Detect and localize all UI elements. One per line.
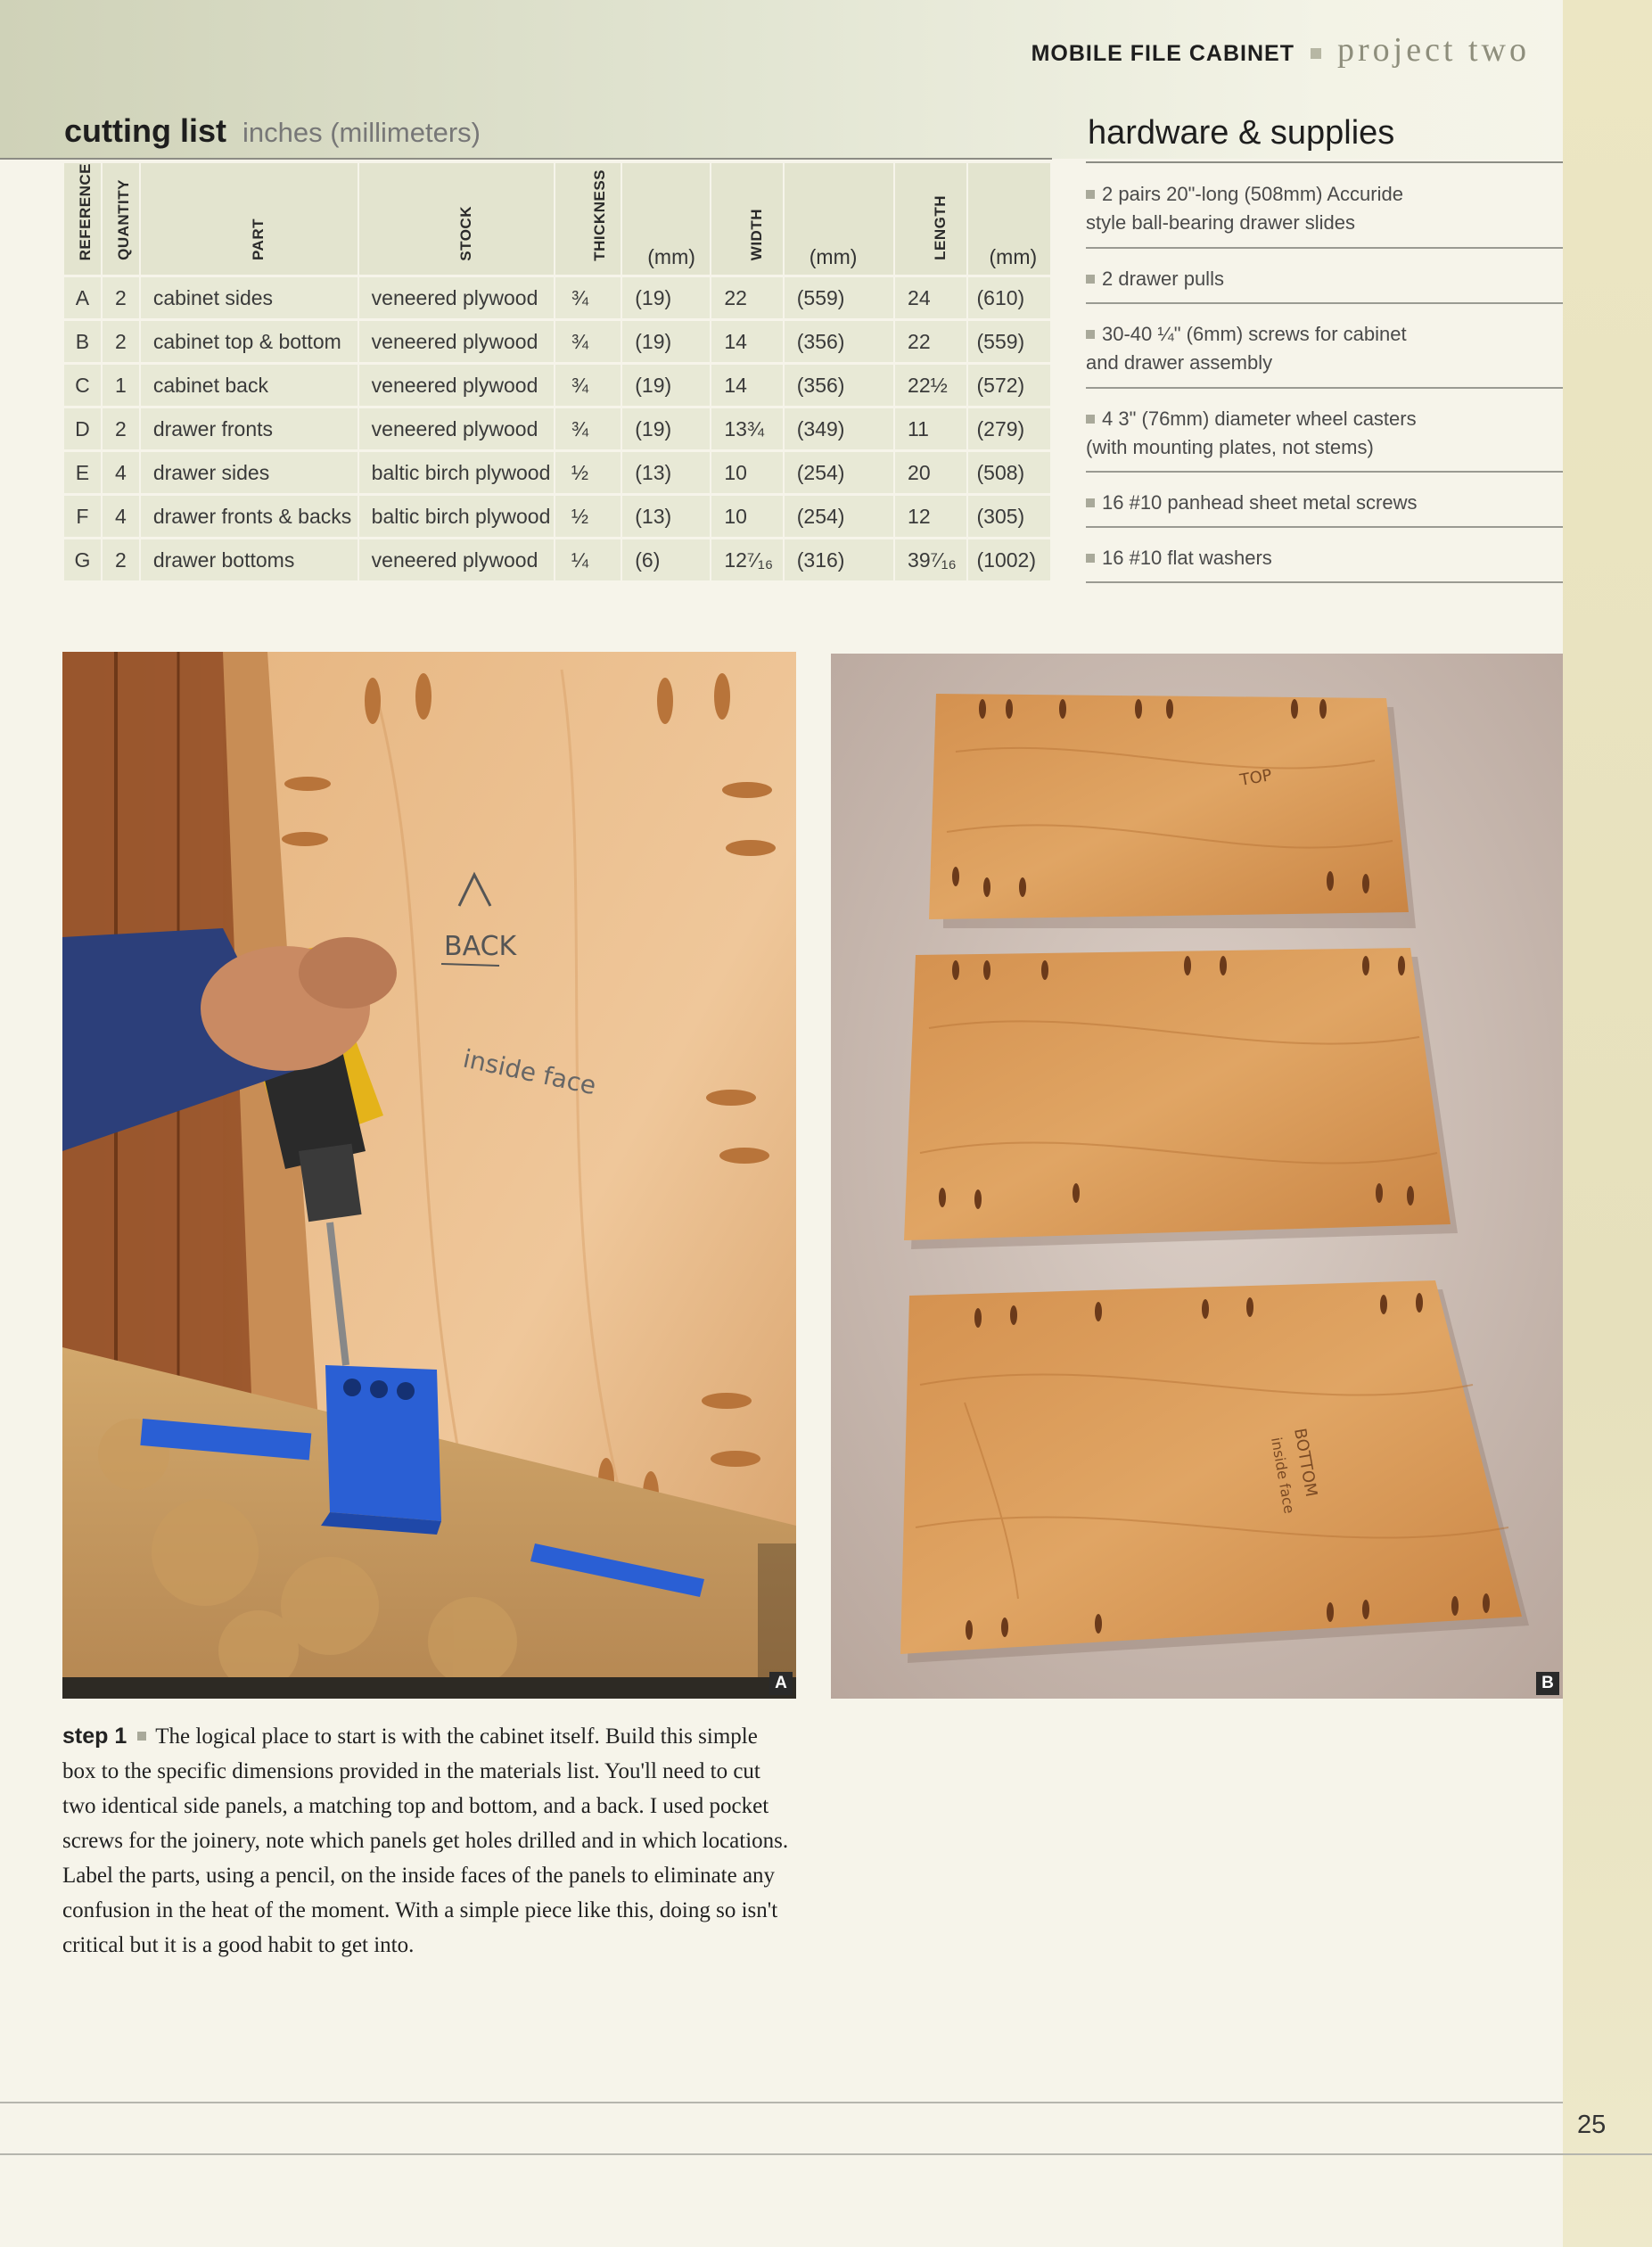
pencil-label-inside-face: inside face <box>460 1043 599 1101</box>
list-item <box>1086 528 1563 583</box>
cell-width: 10 <box>711 452 784 496</box>
col-thickness-label: THICKNESS <box>590 169 608 261</box>
cell-part: drawer sides <box>141 452 359 496</box>
col-stock-label: STOCK <box>456 205 474 261</box>
bullet-icon <box>1086 498 1095 507</box>
cell-length: 39⁷⁄₁₆ <box>895 539 967 583</box>
running-head-title: MOBILE FILE CABINET <box>1031 41 1294 66</box>
hardware-rule <box>1086 161 1563 163</box>
list-item <box>1086 249 1563 304</box>
cell-width-mm: (559) <box>785 277 895 321</box>
cell-width: 13¾ <box>711 408 784 452</box>
cell-stock: veneered plywood <box>359 408 555 452</box>
running-head-subtitle: project two <box>1336 31 1530 69</box>
bullet-icon <box>1086 190 1095 199</box>
hardware-item-text: 2 drawer pulls <box>1102 268 1224 290</box>
col-part-label: PART <box>250 218 267 261</box>
list-item <box>1086 164 1563 249</box>
cell-stock: baltic birch plywood <box>359 452 555 496</box>
cutting-list-units: inches (millimeters) <box>242 117 481 148</box>
cutting-list-rule <box>0 158 1052 160</box>
cell-length-mm: (559) <box>968 321 1053 365</box>
col-length-mm <box>968 163 1053 277</box>
bullet-icon <box>1086 275 1095 284</box>
table-row <box>64 452 1052 496</box>
cell-length: 12 <box>895 496 967 539</box>
hardware-item-text: 4 3" (76mm) diameter wheel casters (with mounting plates, not stems) <box>1086 407 1417 458</box>
col-thickness-mm-label: (mm) <box>647 245 695 269</box>
cell-part: drawer fronts & backs <box>141 496 359 539</box>
bullet-icon <box>137 1732 146 1741</box>
step-body: The logical place to start is with the cabinet itself. Build this simple box to the specific dimensions provided in the materials list. You'll need to cut two identical side panels, a matching top and bottom, and a back. I used pocket screws for the joinery, note which panels get holes drilled and in which locations. Label the parts, using a pencil, on the inside faces of the panels to eliminate any confusion in the heat of the moment. With a simple piece like this, doing so isn't critical but it is a good habit to get into. <box>62 1724 789 1957</box>
photo-a <box>62 652 796 1699</box>
hardware-title: hardware & supplies <box>1088 114 1395 152</box>
cell-length-mm: (572) <box>968 365 1053 408</box>
step-1-text <box>62 1719 793 1963</box>
col-quantity <box>103 163 141 277</box>
cell-stock: veneered plywood <box>359 321 555 365</box>
cell-qty: 2 <box>103 539 141 583</box>
col-quantity-label: QUANTITY <box>115 179 133 261</box>
cell-thickness-mm: (19) <box>622 277 711 321</box>
col-width-label: WIDTH <box>748 209 766 261</box>
footer-rule-bottom <box>0 2153 1652 2155</box>
bullet-icon <box>1086 330 1095 339</box>
table-header-row <box>64 163 1052 277</box>
cell-ref: B <box>64 321 103 365</box>
table-row <box>64 539 1052 583</box>
cell-width-mm: (254) <box>785 496 895 539</box>
cell-qty: 2 <box>103 408 141 452</box>
cell-qty: 4 <box>103 496 141 539</box>
table-row <box>64 496 1052 539</box>
cell-length-mm: (610) <box>968 277 1053 321</box>
page-number: 25 <box>1577 2111 1607 2139</box>
cell-thickness-mm: (13) <box>622 452 711 496</box>
photo-b-image <box>831 654 1563 1699</box>
cell-width-mm: (254) <box>785 452 895 496</box>
col-width <box>711 163 784 277</box>
table-row <box>64 365 1052 408</box>
table-row <box>64 277 1052 321</box>
col-width-mm <box>785 163 895 277</box>
pencil-label-top: TOP <box>1238 765 1274 790</box>
cell-stock: baltic birch plywood <box>359 496 555 539</box>
cell-thickness-mm: (19) <box>622 321 711 365</box>
bullet-icon <box>1311 48 1321 59</box>
cell-length-mm: (279) <box>968 408 1053 452</box>
pencil-label-bottom: BOTTOM <box>1290 1427 1321 1499</box>
cutting-list-table <box>64 163 1052 583</box>
cell-part: drawer bottoms <box>141 539 359 583</box>
cell-ref: C <box>64 365 103 408</box>
col-thickness-mm <box>622 163 711 277</box>
cell-qty: 2 <box>103 321 141 365</box>
cell-width: 10 <box>711 496 784 539</box>
cell-width: 22 <box>711 277 784 321</box>
cell-ref: D <box>64 408 103 452</box>
cell-length: 22 <box>895 321 967 365</box>
cell-width-mm: (316) <box>785 539 895 583</box>
col-length <box>895 163 967 277</box>
hardware-item-text: 16 #10 panhead sheet metal screws <box>1102 491 1418 514</box>
cell-thickness: ½ <box>555 496 622 539</box>
cell-length: 11 <box>895 408 967 452</box>
cell-thickness-mm: (6) <box>622 539 711 583</box>
list-item <box>1086 304 1563 389</box>
cell-stock: veneered plywood <box>359 539 555 583</box>
pencil-label-back: BACK <box>444 931 517 962</box>
col-length-mm-label: (mm) <box>989 245 1038 269</box>
col-length-label: LENGTH <box>931 195 949 261</box>
cell-thickness: ¾ <box>555 321 622 365</box>
cell-ref: G <box>64 539 103 583</box>
col-thickness <box>555 163 622 277</box>
cell-length: 22½ <box>895 365 967 408</box>
cell-thickness-mm: (13) <box>622 496 711 539</box>
cell-length-mm: (305) <box>968 496 1053 539</box>
cell-qty: 2 <box>103 277 141 321</box>
cell-thickness: ½ <box>555 452 622 496</box>
photo-a-image <box>62 652 796 1699</box>
pencil-label-inside-face-b: inside face <box>1268 1436 1298 1515</box>
cell-part: cabinet sides <box>141 277 359 321</box>
hardware-item-text: 30-40 ¼" (6mm) screws for cabinet and drawer assembly <box>1086 323 1407 374</box>
col-part <box>141 163 359 277</box>
cell-stock: veneered plywood <box>359 365 555 408</box>
cell-qty: 1 <box>103 365 141 408</box>
footer-rule-top <box>0 2102 1563 2103</box>
bullet-icon <box>1086 415 1095 424</box>
cell-thickness: ¾ <box>555 365 622 408</box>
photo-b-tag: B <box>1536 1672 1559 1695</box>
hardware-list <box>1086 164 1563 583</box>
list-item <box>1086 389 1563 473</box>
cell-width-mm: (356) <box>785 321 895 365</box>
col-reference-label: REFERENCE <box>77 163 95 261</box>
page-edge-strip <box>1563 0 1652 2247</box>
cell-thickness-mm: (19) <box>622 365 711 408</box>
cell-thickness: ¾ <box>555 277 622 321</box>
cutting-list-title <box>64 112 481 150</box>
cell-ref: E <box>64 452 103 496</box>
cutting-list-heading: cutting list <box>64 112 226 149</box>
col-stock <box>359 163 555 277</box>
cell-width-mm: (356) <box>785 365 895 408</box>
photo-a-tag: A <box>769 1672 793 1695</box>
cell-ref: F <box>64 496 103 539</box>
cell-length: 24 <box>895 277 967 321</box>
step-label: step 1 <box>62 1724 127 1749</box>
hardware-item-text: 2 pairs 20"-long (508mm) Accuride style ball-bearing drawer slides <box>1086 183 1403 234</box>
cell-part: cabinet back <box>141 365 359 408</box>
cell-part: drawer fronts <box>141 408 359 452</box>
bullet-icon <box>1086 554 1095 563</box>
cell-width: 14 <box>711 365 784 408</box>
cell-width: 12⁷⁄₁₆ <box>711 539 784 583</box>
cell-width-mm: (349) <box>785 408 895 452</box>
cell-qty: 4 <box>103 452 141 496</box>
cell-width: 14 <box>711 321 784 365</box>
cell-thickness: ¾ <box>555 408 622 452</box>
col-reference <box>64 163 103 277</box>
cell-length: 20 <box>895 452 967 496</box>
photo-b <box>831 654 1563 1699</box>
cell-ref: A <box>64 277 103 321</box>
col-width-mm-label: (mm) <box>809 245 858 269</box>
list-item <box>1086 473 1563 528</box>
table-row <box>64 321 1052 365</box>
cell-stock: veneered plywood <box>359 277 555 321</box>
table-row <box>64 408 1052 452</box>
cell-length-mm: (1002) <box>968 539 1053 583</box>
cell-thickness: ¼ <box>555 539 622 583</box>
cell-length-mm: (508) <box>968 452 1053 496</box>
cell-thickness-mm: (19) <box>622 408 711 452</box>
hardware-item-text: 16 #10 flat washers <box>1102 547 1272 569</box>
running-head <box>1031 30 1530 70</box>
cell-part: cabinet top & bottom <box>141 321 359 365</box>
